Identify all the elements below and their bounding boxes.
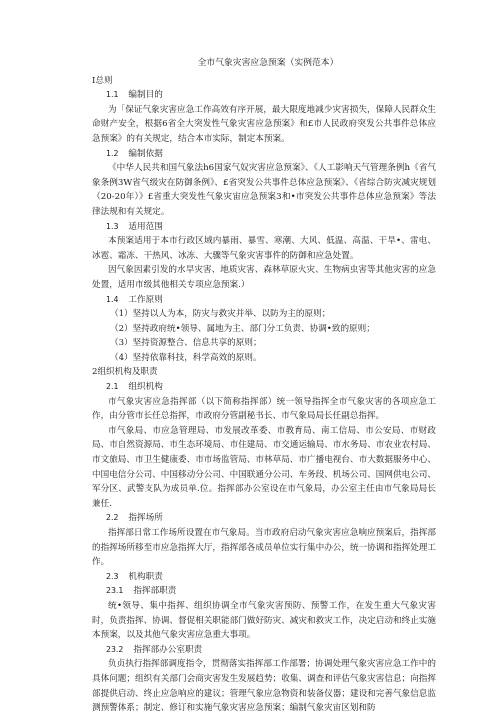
principle-item: （2）坚持政府统•领导、属地为主、部门分工负责、协调•致的原则；: [110, 323, 375, 334]
section-2-3-2-heading: [106, 643, 436, 658]
principle-item: （1）坚持以人为本，防灾与救灾并举、以防为主的原则；: [110, 309, 331, 320]
section-number: 1.4: [106, 294, 119, 304]
paragraph-members: 市气象局、市应急管理局、市发展改革委、市教育局、南工信局、市公安局、市财政局、市自然资源局、市生态环境局、市住建局、市交通运输局、市水务局、市农业农村局、市文旅局、市卫生健康委、市市场监管局、市林草局、市广播电视台、市大数据服务中心、中国电信分公司、中国移动分公司、中国联通分公司、车务段、机场公司、国网供电公司、军分区、武警支队为成员单.位。指挥部办公室设在市气象局，办公室主任由市气象局局长兼任.: [92, 425, 436, 509]
paragraph-office-duties: 负贞执行指挥部调度指令，贯彻落实指挥部工作部署；协调处理气象灾害应急工作中的具体问题；组织有关部门会商灾害发生发展趋势；收集、调查和评估气象灾害信息；向指挥部提供启动、终止应急响应的建议；管理气象应急物资和装备仪器；建设和完善气象信息监测预警体系；制定、修订和实施气象灾害应急预案；编制气象灾宙区划和防: [92, 659, 436, 714]
section-number: 1.1: [106, 90, 119, 100]
paragraph-command-duties: 统•领导、集中指挥、组织协调全市气象灾害预防、预警工作，在发生重大气象灾害时，负责指挥、协调、督促相关职能部门做好防灾、减灾和救灾工作，决定启动和终止实施本预案，以及其他气象灾害应急重大事项。: [92, 600, 436, 641]
section-1-heading: I总则: [92, 75, 113, 86]
section-2-heading: 2组织机构及职责: [92, 367, 158, 378]
section-1-4-heading: [106, 293, 436, 308]
principle-item: （3）坚持资源整合、信息共享的原则；: [110, 338, 262, 349]
section-2-1-heading: [106, 380, 436, 395]
section-title: 适用范围: [128, 221, 163, 232]
paragraph-basis: 《中华人民共和国气象法h6国家气奴灾害应急预案》、《人工影响天气管理条例h《省气象条例3W省气级灾在防御条例》、£省突发公共事件总体应急预案》、《省综合防灾减灾规划（20-20年）》£省重大突发性气象灾宙应急预案3和•市突发公共事件总体应急预案》等法律法规和有关规定。: [92, 163, 436, 217]
section-1-3-heading: [106, 220, 436, 235]
section-number: 2.1: [106, 382, 119, 392]
section-1-2-heading: [106, 147, 436, 162]
principle-item: （4）坚持依靠科技，科学高效的原则。: [110, 352, 262, 363]
section-2-3-heading: [106, 570, 436, 585]
section-number: 2.2: [106, 513, 119, 523]
section-title: 工作原则: [128, 294, 163, 305]
document-title: 全市气象灾害应急预案（实例范本）: [197, 58, 339, 68]
section-number: 1.3: [106, 221, 119, 231]
section-title: 编制依据: [128, 148, 163, 159]
paragraph-scope: 本预案适用于本市行政区域内暴雨、暴雪、寒潮、大风、低温、高温、干旱•、雷电、冰雹、霜冻、干热风、冰冻、大骤等气象灾害事件的防御和应急处置。: [92, 236, 436, 261]
section-title: 指挥部办公室职责: [133, 644, 203, 655]
section-title: 组织机构: [128, 382, 163, 393]
section-number: 23.2: [106, 644, 124, 654]
paragraph-scope-other: 因气象因素引发的水旱灾害、地质灾害、森林草原火灾、生物病虫害等其他灾害的应急处置，适用市级其他相关专项应急预案.）: [92, 265, 436, 290]
paragraph-organization: 市气象灾害应急指挥部（以下简称指挥部）统一领导指挥全市气象灾害的各项应急工作，由分管市长任总指挥，市政府分管副秘书长、市气象局局长任副总指挥。: [92, 396, 436, 422]
section-number: 23.1: [106, 586, 124, 596]
paragraph-purpose: 为「保证气象灾害应急工作高效有序开展，最大限度地减少灾害损失，保障人民群众生命财产安全，根据6省全大突发性气象灾害应急预案》和£市人民政府突发公共事件总体应急预案》的有关规定，结合本市实际，制定本预案。: [92, 104, 436, 144]
section-1-1-heading: [106, 88, 436, 103]
section-2-2-heading: [106, 511, 436, 526]
section-title: 指挥部职责: [133, 586, 177, 597]
section-number: 1.2: [106, 148, 119, 158]
section-title: 机构职责: [128, 571, 163, 582]
section-title: 指挥场所: [128, 513, 163, 524]
paragraph-command-location: 指挥部日常工作场所设置在市气象局。当市政府启动气象灾害应急响应预案后，指挥部的指挥场所移至市应急指挥大厅，指挥部各成员单位实行集中办公，统一协调和指挥处理工作。: [92, 528, 436, 568]
section-number: 2.3: [106, 571, 119, 581]
section-2-3-1-heading: [106, 584, 436, 599]
section-title: 编制目的: [128, 90, 163, 101]
